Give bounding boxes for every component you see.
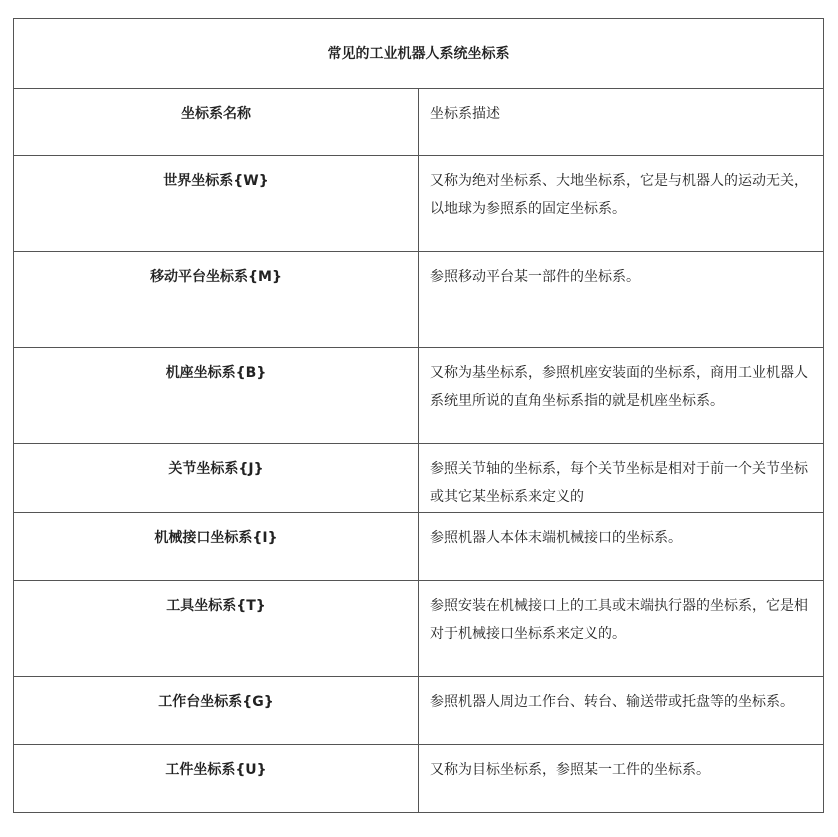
- header-name-cell: 坐标系名称: [14, 89, 419, 156]
- table-title: 常见的工业机器人系统坐标系: [14, 19, 824, 89]
- row-desc-cell: 参照关节轴的坐标系，每个关节坐标是相对于前一个关节坐标或其它某坐标系来定义的: [419, 444, 824, 513]
- row-name-cell: 机座坐标系{B}: [14, 348, 419, 444]
- row-name-cell: 世界坐标系{W}: [14, 156, 419, 252]
- row-name-cell: 机械接口坐标系{I}: [14, 513, 419, 581]
- row-desc-cell: 又称为基坐标系，参照机座安装面的坐标系，商用工业机器人系统里所说的直角坐标系指的就是机座坐标系。: [419, 348, 824, 444]
- table-row: [14, 156, 824, 252]
- row-name-cell: 工作台坐标系{G}: [14, 677, 419, 745]
- table-row: [14, 581, 824, 677]
- row-name-cell: 工件坐标系{U}: [14, 745, 419, 813]
- row-desc-cell: 参照安装在机械接口上的工具或末端执行器的坐标系，它是相对于机械接口坐标系来定义的。: [419, 581, 824, 677]
- row-desc-cell: 参照机器人本体末端机械接口的坐标系。: [419, 513, 824, 581]
- header-desc-cell: 坐标系描述: [419, 89, 824, 156]
- table-title-row: [14, 19, 824, 89]
- row-desc-cell: 又称为目标坐标系，参照某一工件的坐标系。: [419, 745, 824, 813]
- row-name-cell: 工具坐标系{T}: [14, 581, 419, 677]
- table-row: [14, 444, 824, 513]
- table-row: [14, 745, 824, 813]
- row-desc-cell: 参照移动平台某一部件的坐标系。: [419, 252, 824, 348]
- table-row: [14, 677, 824, 745]
- coordinate-system-table: [13, 18, 824, 813]
- row-name-cell: 移动平台坐标系{M}: [14, 252, 419, 348]
- row-desc-cell: 又称为绝对坐标系、大地坐标系，它是与机器人的运动无关，以地球为参照系的固定坐标系。: [419, 156, 824, 252]
- table-header-row: [14, 89, 824, 156]
- row-desc-cell: 参照机器人周边工作台、转台、输送带或托盘等的坐标系。: [419, 677, 824, 745]
- table-row: [14, 252, 824, 348]
- row-name-cell: 关节坐标系{J}: [14, 444, 419, 513]
- table-row: [14, 348, 824, 444]
- table-row: [14, 513, 824, 581]
